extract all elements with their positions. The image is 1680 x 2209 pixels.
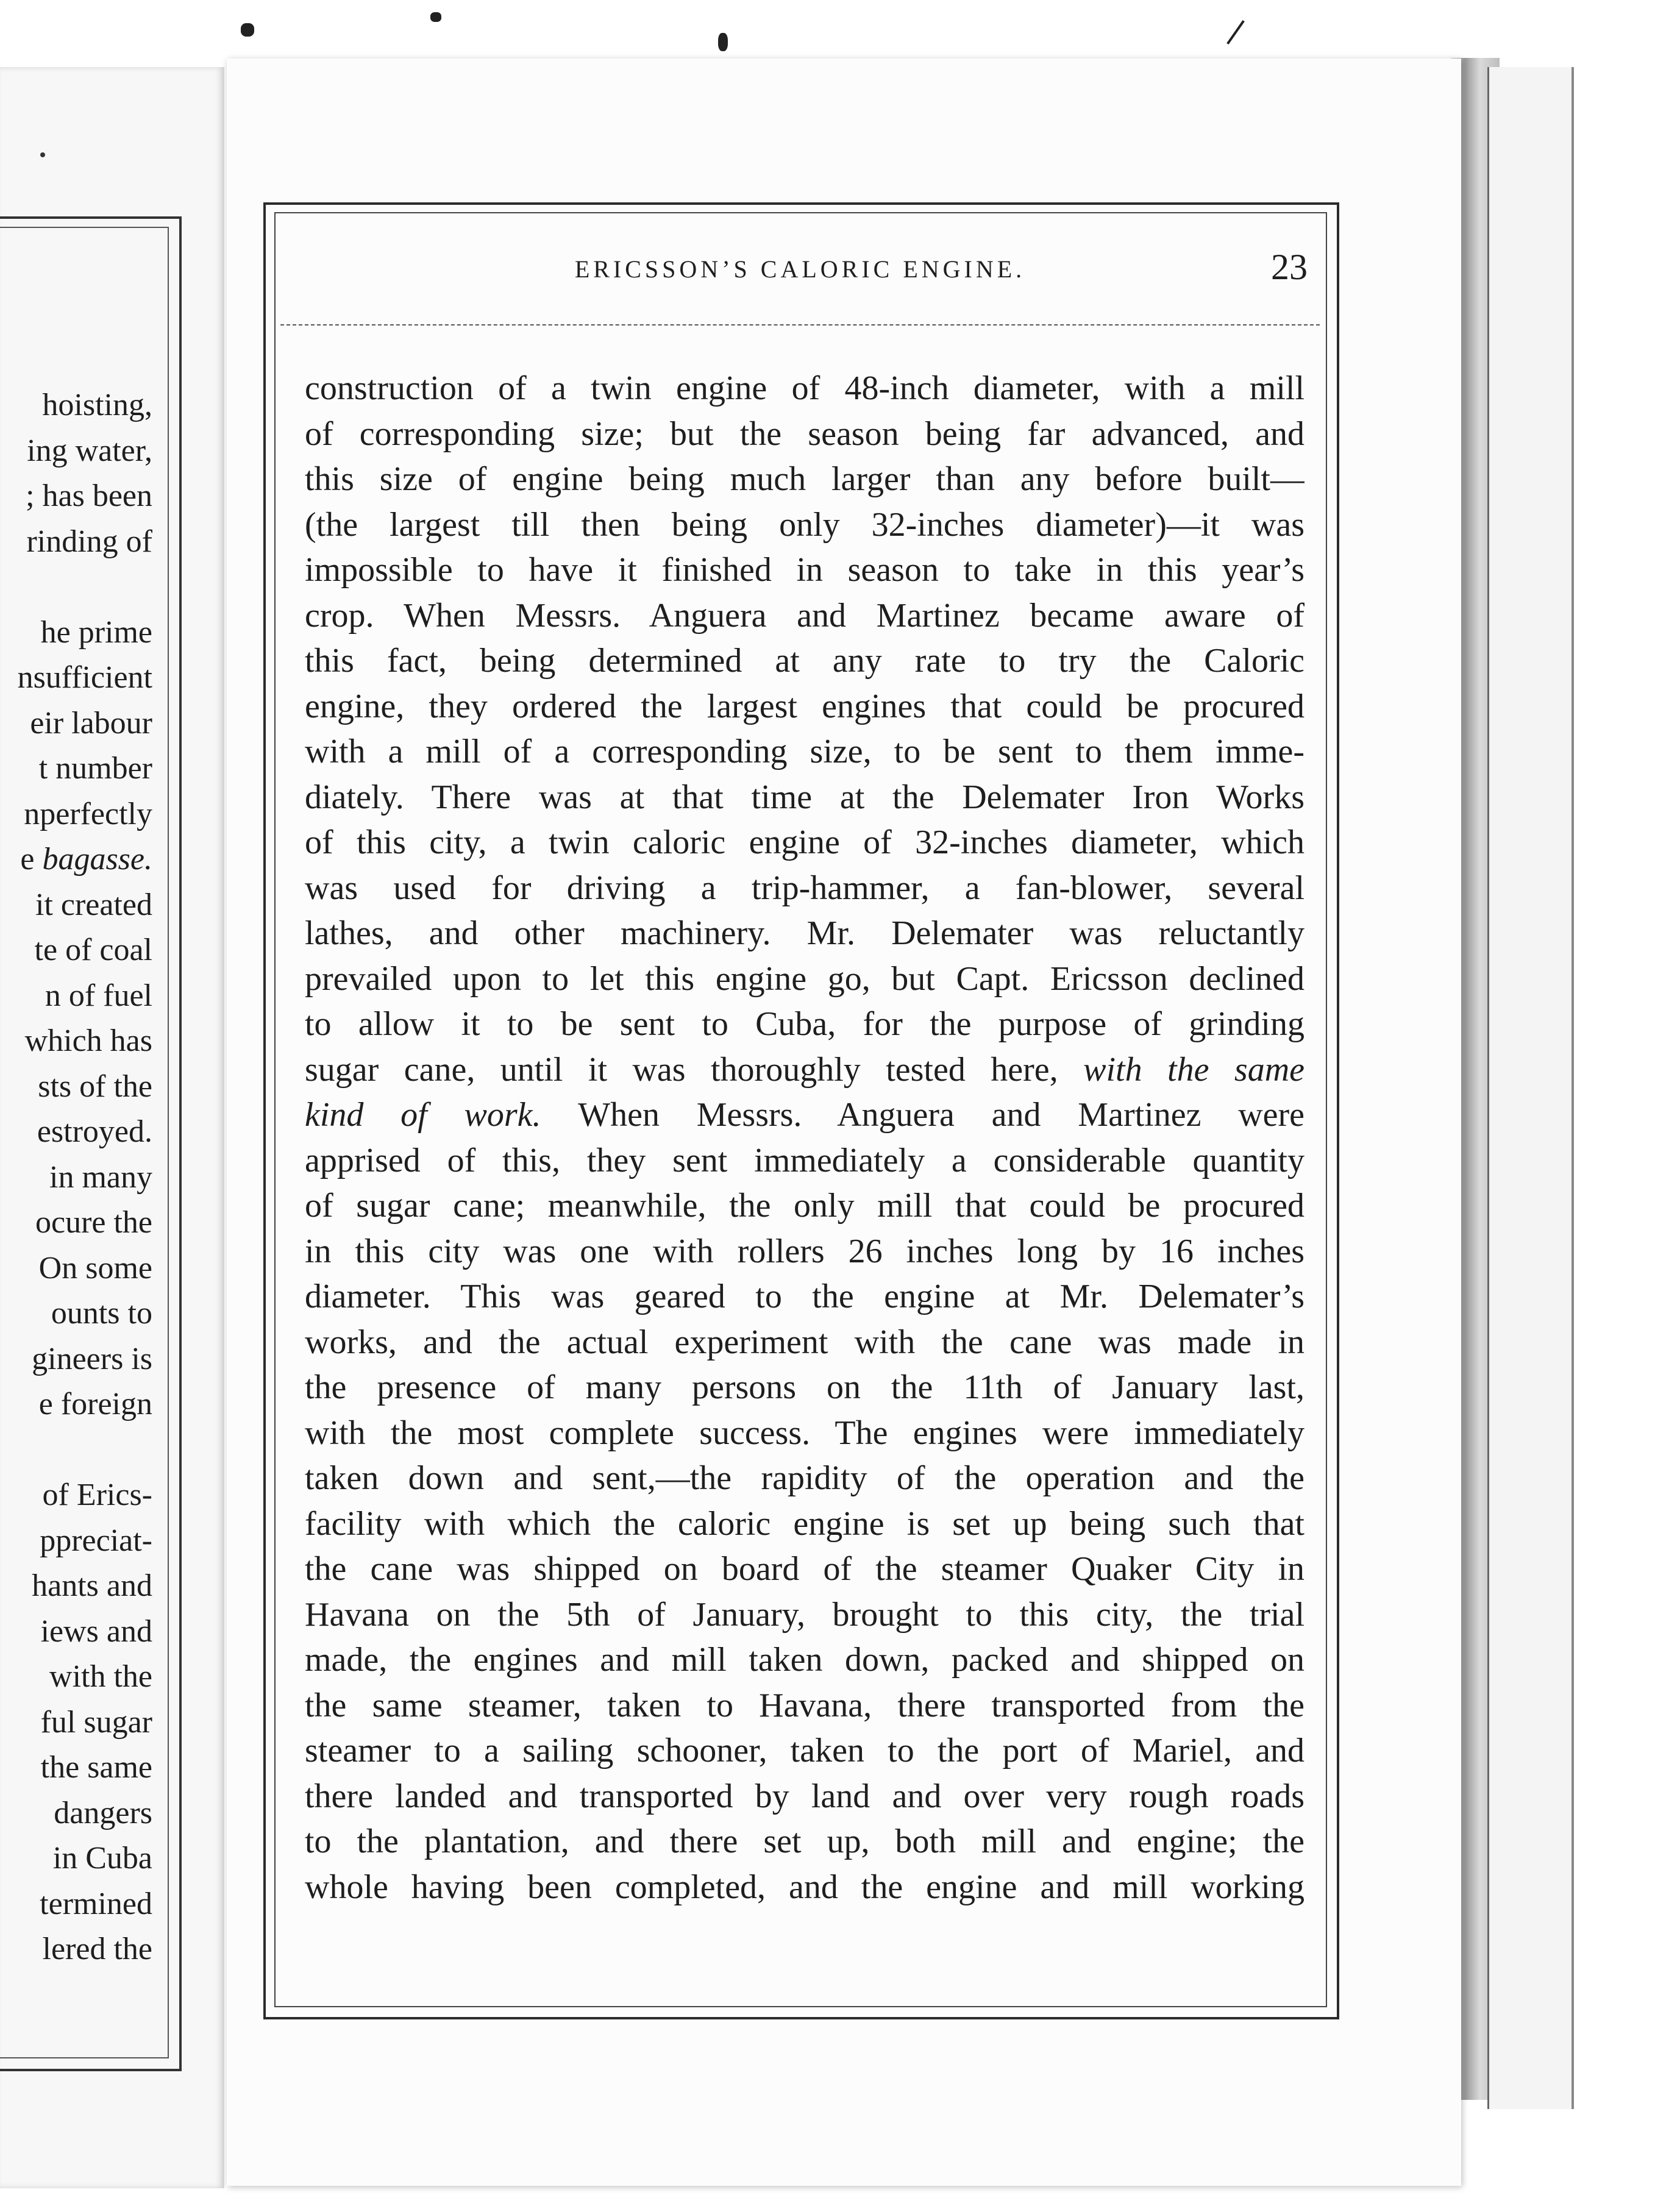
left-page-text (0, 383, 152, 1972)
left-page-line: rinding of (26, 524, 152, 559)
italic-phrase: kind of work. (305, 1096, 578, 1134)
body-line: with a mill of a corresponding size, to be sent to them imme- (305, 733, 1304, 770)
body-line: works, and the actual experiment with the cane was made in (305, 1323, 1304, 1361)
left-page-line: lered the (42, 1932, 152, 1966)
body-line: lathes, and other machinery. Mr. Delemater was reluctantly (305, 914, 1304, 952)
body-text (305, 366, 1304, 1910)
left-page-line (0, 564, 152, 610)
body-line: impossible to have it finished in season to take in this year’s (305, 551, 1304, 589)
body-line: steamer to a sailing schooner, taken to the port of Mariel, and (305, 1732, 1304, 1770)
left-page (0, 67, 224, 2188)
body-line: prevailed upon to let this engine go, but Capt. Ericsson declined (305, 959, 1304, 998)
body-line: construction of a twin engine of 48-inch diameter, with a mill (305, 369, 1304, 407)
body-line: the same steamer, taken to Havana, there transported from the (305, 1686, 1304, 1724)
left-page-line: with the (49, 1659, 152, 1694)
left-page-line: in many (49, 1159, 152, 1195)
left-page-line: ful sugar (40, 1704, 152, 1740)
body-line: (the largest till then being only 32-inches diameter)—it was (305, 505, 1304, 544)
book-page (227, 59, 1461, 2186)
body-line: engine, they ordered the largest engines that could be procured (305, 687, 1304, 725)
left-page-line: termined (40, 1886, 152, 1921)
left-page-line: iews and (40, 1613, 152, 1649)
body-line (305, 1092, 1304, 1138)
ink-dot (40, 152, 45, 157)
body-line (305, 1047, 1304, 1093)
running-head (274, 241, 1326, 296)
scan-mark (241, 23, 254, 37)
line-text: When Messrs. Anguera and Martinez were (578, 1096, 1304, 1134)
left-page-line: hoisting, (42, 388, 152, 422)
left-page-line: ppreciat- (40, 1523, 152, 1558)
body-line: crop. When Messrs. Anguera and Martinez became aware of (305, 596, 1304, 635)
left-page-line: he prime (40, 614, 152, 650)
body-line: of sugar cane; meanwhile, the only mill that could be procured (305, 1187, 1304, 1225)
left-page-line: ; has been (26, 478, 152, 513)
left-page-line: dangers (54, 1795, 152, 1830)
page-edge-strip (1487, 67, 1574, 2109)
left-page-line: ounts to (51, 1296, 152, 1331)
left-page-line: t number (38, 751, 152, 786)
left-page-line: eir labour (30, 705, 152, 741)
body-line: with the most complete success. The engines were immediately (305, 1414, 1304, 1452)
body-line: made, the engines and mill taken down, packed and shipped on (305, 1641, 1304, 1679)
left-page-line: n of fuel (44, 978, 152, 1013)
left-page-line: gineers is (32, 1341, 152, 1376)
left-page-line: ocure the (35, 1205, 152, 1240)
left-page-line: nperfectly (24, 796, 152, 831)
left-page-line: it created (35, 887, 152, 922)
body-line: the presence of many persons on the 11th of January last, (305, 1368, 1304, 1406)
line-text: sugar cane, until it was thoroughly tested here, (305, 1050, 1084, 1089)
body-line: of this city, a twin caloric engine of 32-inches diameter, which (305, 823, 1304, 861)
left-page-line: e bagasse. (20, 842, 152, 877)
left-page-line (0, 1428, 152, 1473)
left-page-line: ing water, (27, 433, 152, 468)
left-page-line: which has (24, 1023, 152, 1058)
left-page-line: nsufficient (17, 660, 152, 695)
scan-mark (1226, 20, 1245, 44)
left-page-line: estroyed. (37, 1114, 152, 1149)
running-title: ERICSSON’S CALORIC ENGINE. (574, 255, 1026, 283)
body-line: to the plantation, and there set up, both mill and engine; the (305, 1823, 1304, 1860)
body-line: was used for driving a trip-hammer, a fan-blower, several (305, 869, 1304, 907)
scan-mark (430, 12, 441, 22)
body-line: facility with which the caloric engine is set up being such that (305, 1504, 1304, 1543)
left-page-line: te of coal (34, 933, 152, 967)
italic-phrase: with the same (1083, 1050, 1304, 1089)
body-line: to allow it to be sent to Cuba, for the purpose of grinding (305, 1005, 1304, 1043)
body-line: whole having been completed, and the engine and mill working (305, 1868, 1304, 1906)
left-page-line: e foreign (38, 1387, 152, 1421)
body-line: this size of engine being much larger than any before built— (305, 460, 1304, 498)
header-rule (280, 324, 1320, 325)
body-line: apprised of this, they sent immediately a considerable quantity (305, 1141, 1304, 1179)
left-page-line: sts of the (38, 1069, 152, 1104)
body-line: there landed and transported by land and over very rough roads (305, 1777, 1304, 1815)
left-page-line: of Erics- (42, 1478, 152, 1512)
left-page-line: the same (40, 1750, 152, 1785)
body-line: in this city was one with rollers 26 inches long by 16 inches (305, 1232, 1304, 1270)
scan-mark (718, 33, 728, 51)
body-line: of corresponding size; but the season being far advanced, and (305, 414, 1304, 453)
body-line: diameter. This was geared to the engine at Mr. Delemater’s (305, 1278, 1304, 1315)
left-page-line: hants and (32, 1568, 152, 1603)
body-line: this fact, being determined at any rate to try the Caloric (305, 642, 1304, 680)
body-line: taken down and sent,—the rapidity of the operation and the (305, 1459, 1304, 1497)
body-line: Havana on the 5th of January, brought to this city, the trial (305, 1595, 1304, 1634)
body-line: diately. There was at that time at the Delemater Iron Works (305, 778, 1304, 816)
body-line: the cane was shipped on board of the steamer Quaker City in (305, 1550, 1304, 1588)
left-page-line: On some (38, 1250, 152, 1286)
page-number: 23 (1271, 247, 1308, 287)
left-page-line: in Cuba (52, 1841, 152, 1876)
